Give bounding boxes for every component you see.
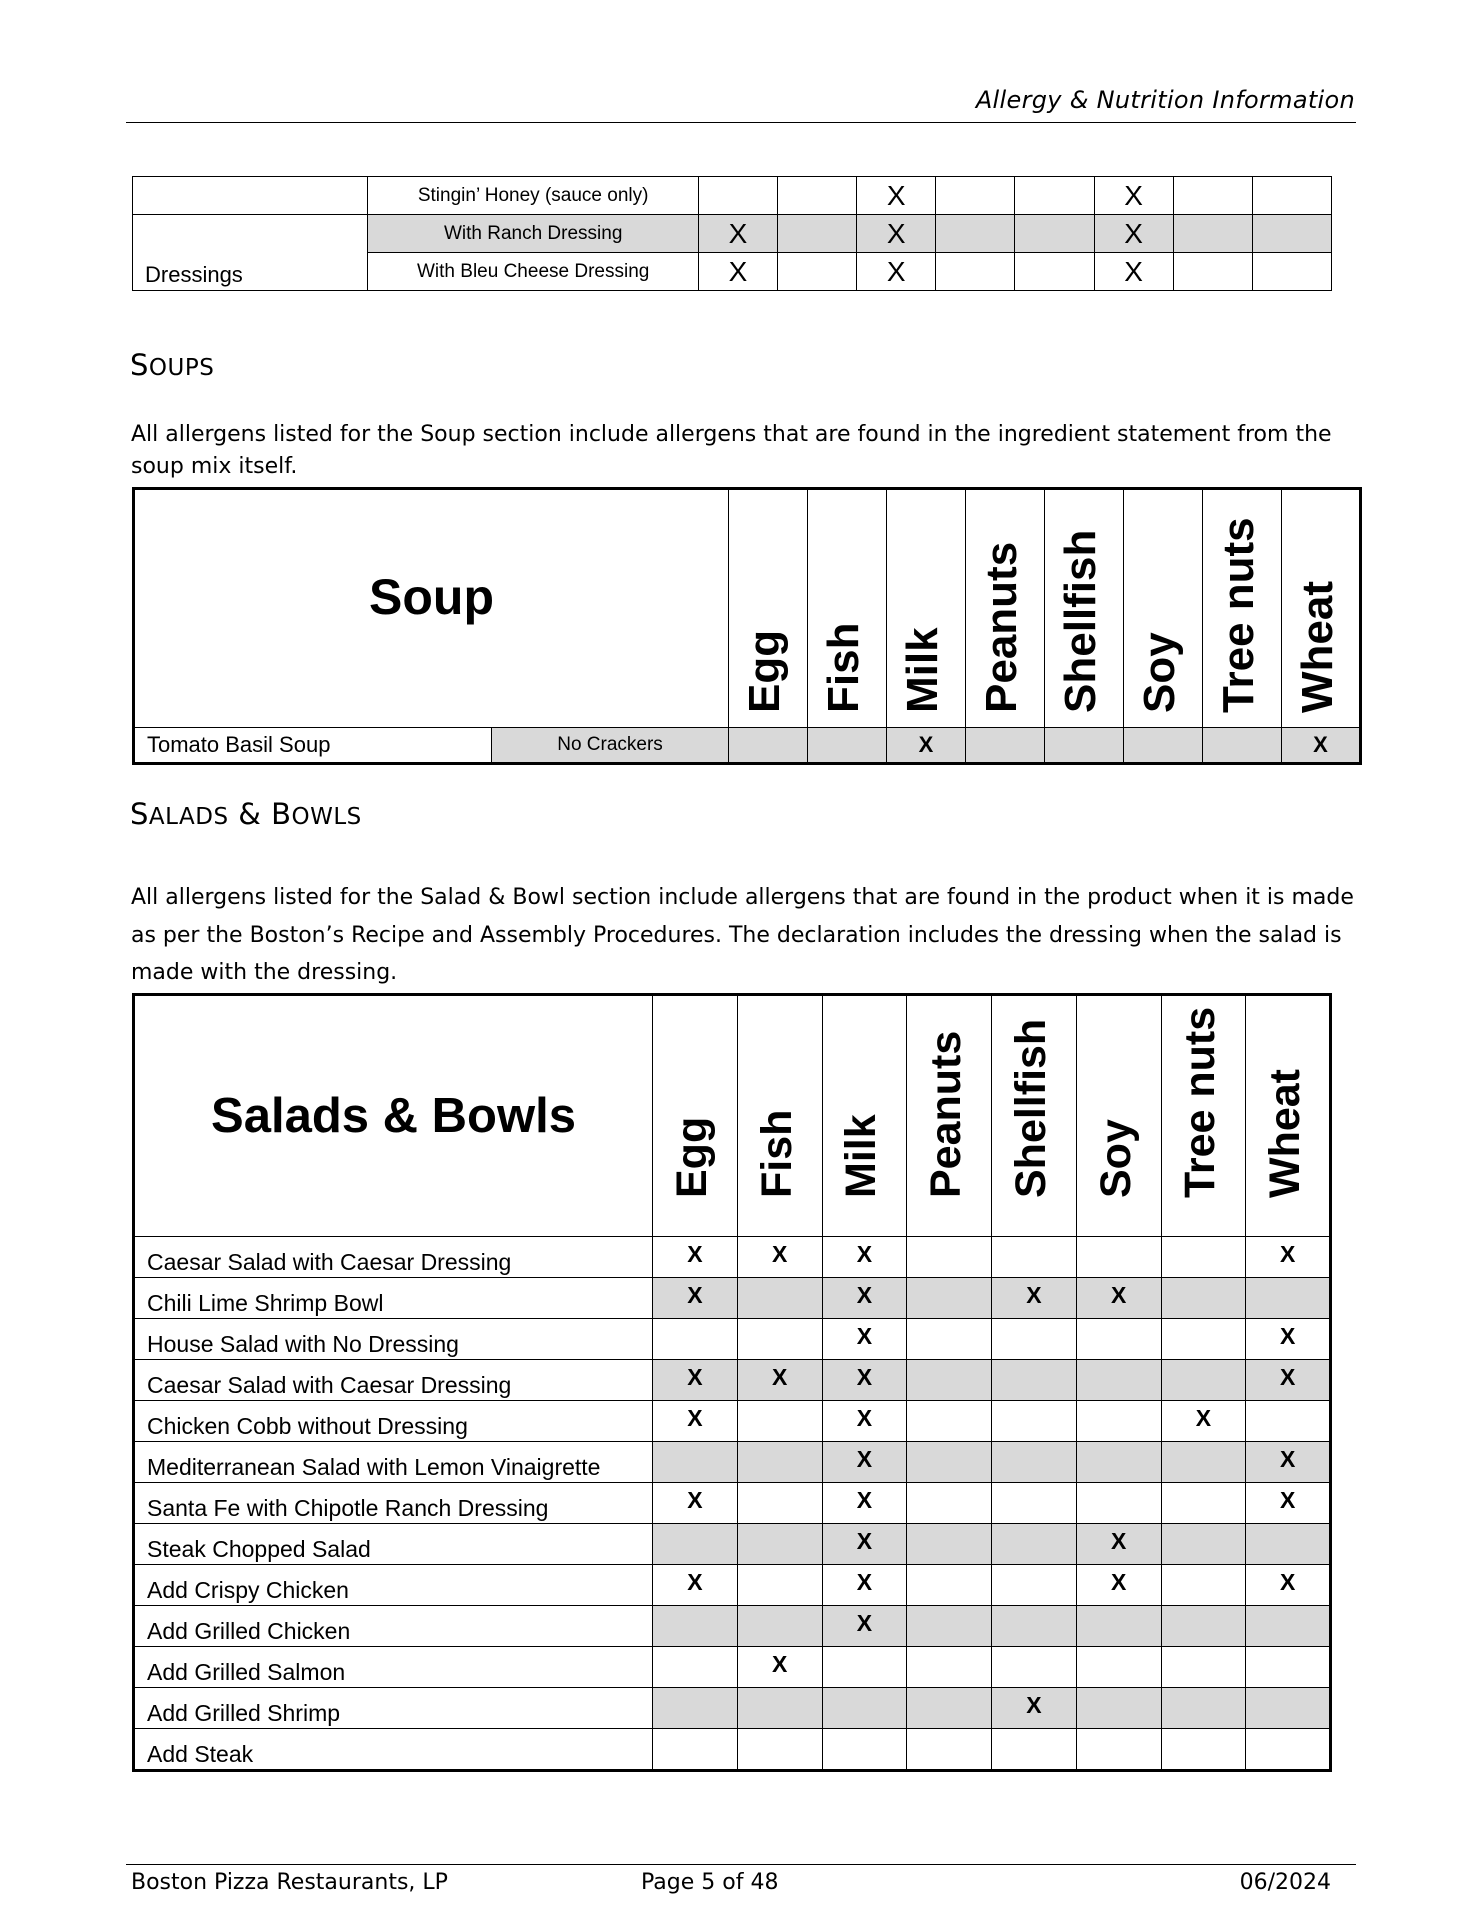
salad-name: Chili Lime Shrimp Bowl <box>134 1278 653 1319</box>
allergen-mark <box>1076 1729 1161 1771</box>
allergen-mark <box>992 1729 1077 1771</box>
dressing-row-label: With Bleu Cheese Dressing <box>368 253 699 291</box>
salad-name: Santa Fe with Chipotle Ranch Dressing <box>134 1483 653 1524</box>
allergen-mark <box>1246 1647 1331 1688</box>
allergen-mark: X <box>1076 1278 1161 1319</box>
salads-title-b: B <box>271 797 292 831</box>
allergen-mark <box>1161 1524 1246 1565</box>
allergen-mark <box>737 1606 822 1647</box>
allergen-mark <box>1246 1729 1331 1771</box>
allergen-column-header <box>1045 489 1124 728</box>
allergen-column-header <box>1246 995 1331 1237</box>
soup-row <box>134 728 1361 764</box>
allergen-column-header <box>966 489 1045 728</box>
soup-name: Tomato Basil Soup <box>134 728 492 764</box>
allergen-mark <box>778 177 857 215</box>
allergen-mark <box>1252 253 1331 291</box>
allergen-column-header <box>1124 489 1203 728</box>
allergen-mark: X <box>822 1442 907 1483</box>
salads-title-owls: OWLS <box>291 804 362 830</box>
salad-name: House Salad with No Dressing <box>134 1319 653 1360</box>
salad-name: Caesar Salad with Caesar Dressing <box>134 1237 653 1278</box>
footer-date: 06/2024 <box>1239 1870 1331 1895</box>
salad-row <box>134 1606 1331 1647</box>
allergen-mark <box>936 215 1015 253</box>
allergen-mark <box>907 1688 992 1729</box>
allergen-mark <box>992 1319 1077 1360</box>
allergen-column-header <box>729 489 808 728</box>
allergen-mark <box>1161 1688 1246 1729</box>
salads-allergen-table <box>132 993 1332 1772</box>
allergen-column-header <box>1282 489 1361 728</box>
allergen-mark: X <box>822 1606 907 1647</box>
allergen-mark: X <box>1246 1319 1331 1360</box>
allergen-mark <box>907 1647 992 1688</box>
allergen-mark <box>698 177 777 215</box>
allergen-column-header <box>737 995 822 1237</box>
allergen-mark <box>1161 1237 1246 1278</box>
allergen-mark <box>992 1606 1077 1647</box>
allergen-mark <box>992 1483 1077 1524</box>
allergen-column-header <box>887 489 966 728</box>
allergen-mark <box>1161 1483 1246 1524</box>
allergen-mark: X <box>822 1360 907 1401</box>
dressing-row <box>133 215 1332 253</box>
allergen-mark <box>907 1729 992 1771</box>
allergen-mark: X <box>1246 1565 1331 1606</box>
allergen-mark <box>653 1319 738 1360</box>
allergen-mark <box>1161 1360 1246 1401</box>
soups-description: All allergens listed for the Soup section include allergens that are found in the ingredient statement from the soup mix itself. <box>131 422 1332 479</box>
allergen-header-label: Fish <box>752 1109 801 1198</box>
allergen-mark <box>992 1237 1077 1278</box>
allergen-mark: X <box>1076 1565 1161 1606</box>
dressing-category: Dressings <box>133 215 368 291</box>
allergen-mark <box>1173 253 1252 291</box>
allergen-header-label: Soy <box>1135 632 1185 713</box>
allergen-mark: X <box>857 177 936 215</box>
salads-title-s: S <box>130 797 149 831</box>
soup-allergen-table <box>132 487 1362 765</box>
soups-title-rest: OUPS <box>148 355 215 381</box>
salad-name: Mediterranean Salad with Lemon Vinaigrette <box>134 1442 653 1483</box>
allergen-header-label: Shellfish <box>1006 1018 1055 1198</box>
allergen-mark: X <box>653 1483 738 1524</box>
allergen-mark: X <box>1282 728 1361 764</box>
salads-description: All allergens listed for the Salad & Bowl section include allergens that are found in the product when it is made as per the Boston’s Recipe and Assembly Procedures. The declaration includes the dressing when the salad is made with the dressing. <box>131 885 1354 985</box>
allergen-mark: X <box>1076 1524 1161 1565</box>
salad-name: Add Grilled Chicken <box>134 1606 653 1647</box>
allergen-mark <box>907 1524 992 1565</box>
allergen-mark <box>822 1688 907 1729</box>
allergen-mark <box>992 1565 1077 1606</box>
allergen-mark <box>653 1729 738 1771</box>
allergen-header-label: Milk <box>837 1114 886 1198</box>
allergen-mark <box>992 1524 1077 1565</box>
allergen-mark <box>653 1606 738 1647</box>
allergen-header-label: Wheat <box>1260 1069 1309 1198</box>
allergen-mark: X <box>653 1401 738 1442</box>
footer-divider <box>126 1864 1356 1865</box>
allergen-header-label: Soy <box>1091 1119 1140 1198</box>
allergen-mark <box>1076 1401 1161 1442</box>
allergen-mark <box>1076 1483 1161 1524</box>
allergen-mark <box>992 1442 1077 1483</box>
allergen-mark <box>1076 1442 1161 1483</box>
salad-row <box>134 1360 1331 1401</box>
allergen-column-header <box>907 995 992 1237</box>
allergen-mark: X <box>992 1278 1077 1319</box>
salad-row <box>134 1647 1331 1688</box>
allergen-header-label: Shellfish <box>1056 529 1106 713</box>
allergen-mark <box>1246 1278 1331 1319</box>
allergen-mark <box>1015 253 1094 291</box>
soup-note: No Crackers <box>492 728 729 764</box>
allergen-mark <box>1252 177 1331 215</box>
allergen-mark <box>653 1442 738 1483</box>
soup-table-title: Soup <box>134 489 729 728</box>
allergen-mark <box>737 1565 822 1606</box>
salads-title-amp: & <box>238 797 262 831</box>
allergen-mark <box>653 1688 738 1729</box>
allergen-mark <box>737 1442 822 1483</box>
allergen-mark <box>907 1360 992 1401</box>
salads-title-alads: ALADS <box>148 804 229 830</box>
salad-row <box>134 1442 1331 1483</box>
allergen-mark: X <box>857 253 936 291</box>
salad-row <box>134 1483 1331 1524</box>
allergen-mark <box>907 1278 992 1319</box>
salad-name: Add Steak <box>134 1729 653 1771</box>
allergen-mark <box>907 1237 992 1278</box>
allergen-header-label: Milk <box>898 627 948 713</box>
allergen-mark: X <box>822 1278 907 1319</box>
allergen-mark: X <box>653 1237 738 1278</box>
allergen-mark: X <box>1246 1483 1331 1524</box>
allergen-mark <box>1173 177 1252 215</box>
allergen-mark: X <box>887 728 966 764</box>
salad-name: Add Grilled Shrimp <box>134 1688 653 1729</box>
allergen-mark <box>1015 177 1094 215</box>
allergen-mark <box>1246 1688 1331 1729</box>
allergen-header-label: Peanuts <box>977 541 1027 713</box>
allergen-mark: X <box>1094 253 1173 291</box>
page-header-title: Allergy & Nutrition Information <box>975 86 1355 114</box>
allergen-mark <box>907 1606 992 1647</box>
salad-row <box>134 1319 1331 1360</box>
allergen-mark <box>1076 1319 1161 1360</box>
allergen-mark <box>907 1442 992 1483</box>
allergen-mark <box>737 1278 822 1319</box>
allergen-mark: X <box>653 1565 738 1606</box>
allergen-mark <box>653 1524 738 1565</box>
dressing-category-blank <box>133 177 368 215</box>
allergen-mark: X <box>992 1688 1077 1729</box>
allergen-mark <box>778 253 857 291</box>
salad-name: Steak Chopped Salad <box>134 1524 653 1565</box>
footer-page-number: Page 5 of 48 <box>641 1870 779 1895</box>
allergen-mark <box>1076 1237 1161 1278</box>
soups-section-title <box>130 348 214 382</box>
allergen-column-header <box>808 489 887 728</box>
allergen-column-header <box>822 995 907 1237</box>
allergen-header-label: Tree nuts <box>1176 1006 1225 1198</box>
dressing-row <box>133 177 1332 215</box>
allergen-mark <box>936 177 1015 215</box>
footer-company: Boston Pizza Restaurants, LP <box>131 1870 448 1895</box>
allergen-header-label: Tree nuts <box>1214 517 1264 713</box>
salad-row <box>134 1524 1331 1565</box>
allergen-header-label: Fish <box>819 622 869 713</box>
salad-row <box>134 1278 1331 1319</box>
allergen-mark <box>737 1729 822 1771</box>
allergen-mark: X <box>653 1360 738 1401</box>
allergen-mark <box>729 728 808 764</box>
allergen-mark <box>992 1360 1077 1401</box>
allergen-mark <box>907 1565 992 1606</box>
allergen-mark <box>822 1729 907 1771</box>
salad-row <box>134 1237 1331 1278</box>
allergen-mark: X <box>822 1565 907 1606</box>
salad-name: Chicken Cobb without Dressing <box>134 1401 653 1442</box>
allergen-mark <box>1203 728 1282 764</box>
soup-header-row <box>134 489 1361 728</box>
allergen-mark <box>1173 215 1252 253</box>
salad-row <box>134 1401 1331 1442</box>
allergen-column-header <box>1076 995 1161 1237</box>
allergen-mark <box>1076 1360 1161 1401</box>
dressings-table <box>132 176 1332 291</box>
allergen-mark: X <box>737 1647 822 1688</box>
dressing-row-label: Stingin’ Honey (sauce only) <box>368 177 699 215</box>
allergen-mark: X <box>737 1360 822 1401</box>
allergen-column-header <box>1161 995 1246 1237</box>
dressing-row-label: With Ranch Dressing <box>368 215 699 253</box>
allergen-mark <box>1161 1729 1246 1771</box>
salad-name: Caesar Salad with Caesar Dressing <box>134 1360 653 1401</box>
allergen-mark <box>1161 1606 1246 1647</box>
allergen-mark <box>1076 1606 1161 1647</box>
salad-row <box>134 1688 1331 1729</box>
allergen-mark <box>1161 1442 1246 1483</box>
allergen-column-header <box>992 995 1077 1237</box>
header-divider <box>126 122 1356 123</box>
allergen-mark: X <box>737 1237 822 1278</box>
allergen-mark: X <box>698 253 777 291</box>
allergen-mark <box>737 1483 822 1524</box>
allergen-mark <box>1076 1688 1161 1729</box>
allergen-mark: X <box>822 1237 907 1278</box>
allergen-mark: X <box>1246 1360 1331 1401</box>
allergen-column-header <box>1203 489 1282 728</box>
allergen-mark: X <box>698 215 777 253</box>
allergen-mark <box>1161 1278 1246 1319</box>
allergen-mark <box>808 728 887 764</box>
allergen-column-header <box>653 995 738 1237</box>
allergen-mark: X <box>1094 215 1173 253</box>
allergen-mark <box>1161 1565 1246 1606</box>
allergen-mark <box>907 1483 992 1524</box>
allergen-mark: X <box>822 1319 907 1360</box>
allergen-mark <box>737 1688 822 1729</box>
allergen-mark: X <box>653 1278 738 1319</box>
allergen-mark <box>1161 1319 1246 1360</box>
allergen-mark <box>936 253 1015 291</box>
allergen-mark: X <box>822 1483 907 1524</box>
allergen-mark <box>1246 1606 1331 1647</box>
allergen-mark <box>907 1401 992 1442</box>
allergen-mark <box>992 1401 1077 1442</box>
salad-row <box>134 1729 1331 1771</box>
allergen-mark <box>1045 728 1124 764</box>
allergen-mark <box>778 215 857 253</box>
salads-header-row <box>134 995 1331 1237</box>
allergen-mark <box>1161 1647 1246 1688</box>
salads-section-title <box>130 797 362 831</box>
allergen-mark <box>992 1647 1077 1688</box>
allergen-header-label: Peanuts <box>922 1030 971 1198</box>
allergen-header-label: Egg <box>740 629 790 713</box>
allergen-mark <box>907 1319 992 1360</box>
allergen-mark <box>653 1647 738 1688</box>
allergen-mark <box>737 1319 822 1360</box>
allergen-mark <box>737 1401 822 1442</box>
allergen-mark: X <box>1246 1442 1331 1483</box>
salad-name: Add Crispy Chicken <box>134 1565 653 1606</box>
salads-table-title: Salads & Bowls <box>134 995 653 1237</box>
allergen-mark: X <box>1094 177 1173 215</box>
allergen-header-label: Egg <box>667 1116 716 1198</box>
allergen-mark: X <box>1161 1401 1246 1442</box>
allergen-mark: X <box>822 1401 907 1442</box>
salad-row <box>134 1565 1331 1606</box>
allergen-mark: X <box>857 215 936 253</box>
allergen-mark <box>822 1647 907 1688</box>
allergen-mark <box>1246 1524 1331 1565</box>
allergen-mark: X <box>822 1524 907 1565</box>
allergen-mark: X <box>1246 1237 1331 1278</box>
salad-name: Add Grilled Salmon <box>134 1647 653 1688</box>
allergen-mark <box>1015 215 1094 253</box>
allergen-mark <box>1124 728 1203 764</box>
allergen-mark <box>737 1524 822 1565</box>
allergen-header-label: Wheat <box>1292 581 1342 713</box>
allergen-mark <box>1246 1401 1331 1442</box>
allergen-mark <box>1252 215 1331 253</box>
soups-title-initial: S <box>130 348 149 382</box>
allergen-mark <box>1076 1647 1161 1688</box>
allergen-mark <box>966 728 1045 764</box>
